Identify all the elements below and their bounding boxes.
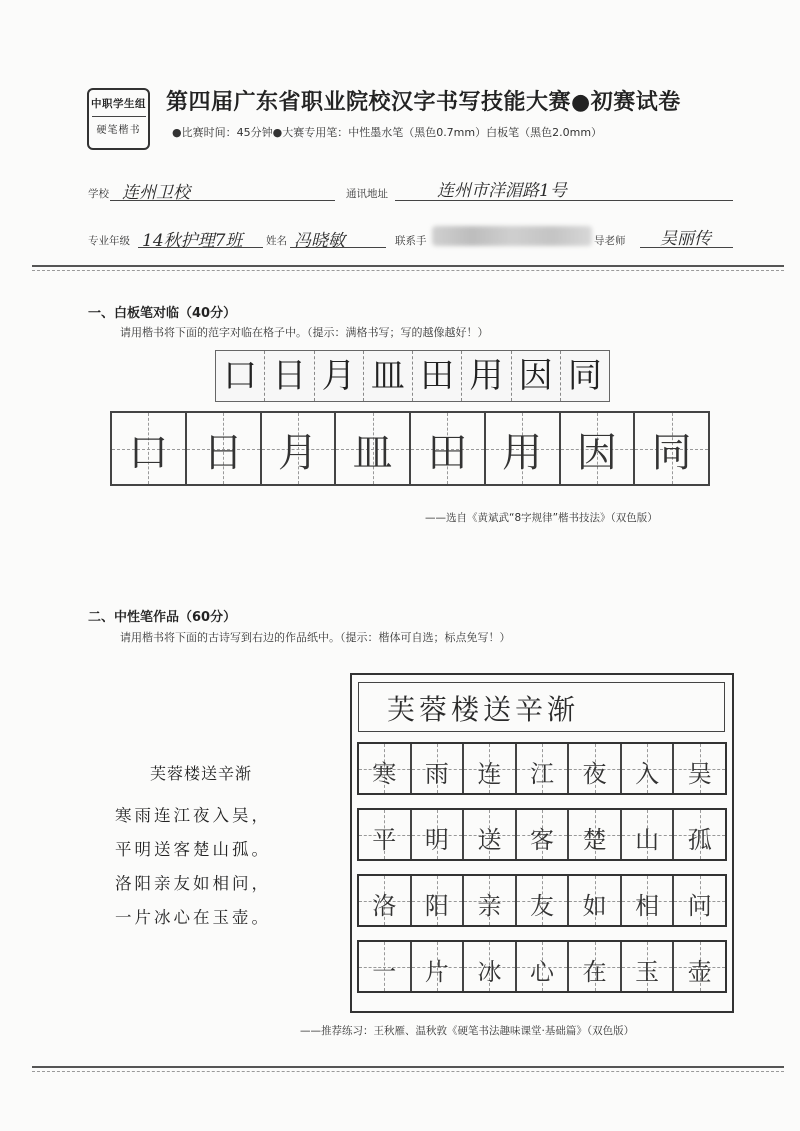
address-label: 通讯地址 xyxy=(346,188,388,200)
poem-line: 平明送客楚山孤。 xyxy=(115,840,271,859)
school-underline xyxy=(110,200,335,201)
exam-subtitle: ●比赛时间：45分钟●大赛专用笔：中性墨水笔（黑色0.7mm）白板笔（黑色2.0mm） xyxy=(172,126,603,139)
model-char: 同 xyxy=(567,356,602,396)
work-row xyxy=(357,808,727,861)
model-char: 口 xyxy=(216,351,265,401)
work-char: 江 xyxy=(530,760,555,788)
model-char: 因 xyxy=(512,351,561,401)
work-char: 问 xyxy=(687,892,712,920)
written-char: 因 xyxy=(576,430,617,476)
name-value: 冯晓敏 xyxy=(294,231,345,251)
badge-top-text: 中职学生组 xyxy=(91,98,146,110)
work-char: 明 xyxy=(424,826,449,854)
work-char: 一 xyxy=(372,958,397,986)
section2-citation: ——推荐练习：王秋雁、温秋敦《硬笔书法趣味课堂·基础篇》（双色版） xyxy=(300,1025,635,1037)
work-char: 心 xyxy=(530,958,555,986)
work-char: 在 xyxy=(582,958,607,986)
work-char: 平 xyxy=(372,826,397,854)
footer-divider xyxy=(32,1066,784,1068)
model-char: 月 xyxy=(315,351,364,401)
grid-cell xyxy=(187,413,262,484)
work-char: 如 xyxy=(582,892,607,920)
grid-cell xyxy=(262,413,337,484)
poem-title: 芙蓉楼送辛渐 xyxy=(150,764,253,783)
poem-line: 寒雨连江夜入吴， xyxy=(115,806,271,825)
name-label: 姓名 xyxy=(266,235,287,247)
work-char: 亲 xyxy=(477,892,502,920)
name-underline xyxy=(290,247,386,248)
work-char: 阳 xyxy=(424,892,449,920)
work-char: 壶 xyxy=(687,958,712,986)
work-char: 玉 xyxy=(635,958,660,986)
section1-instruction: 请用楷书将下面的范字对临在格子中。（提示：满格书写；写的越像越好！） xyxy=(120,326,489,339)
work-char: 楚 xyxy=(582,826,607,854)
section1-citation: ——选自《黄斌武“8字规律”楷书技法》（双色版） xyxy=(425,512,658,524)
work-title-box xyxy=(358,682,725,732)
exam-title: 第四届广东省职业院校汉字书写技能大赛●初赛试卷 xyxy=(166,90,681,115)
section1-heading: 一、白板笔对临（40分） xyxy=(88,306,237,321)
grade-underline xyxy=(138,247,263,248)
written-char: 月 xyxy=(277,430,318,476)
work-char: 送 xyxy=(477,826,502,854)
work-char: 客 xyxy=(530,826,555,854)
footer-divider-dashed xyxy=(32,1071,784,1072)
header-divider-dashed xyxy=(32,270,784,271)
work-char: 洛 xyxy=(372,892,397,920)
address-value: 连州市洋湄路1号 xyxy=(437,181,567,201)
work-char: 连 xyxy=(477,760,502,788)
grid-cell xyxy=(411,413,486,484)
grid-cell xyxy=(635,413,708,484)
work-char: 寒 xyxy=(372,760,397,788)
section2-instruction: 请用楷书将下面的古诗写到右边的作品纸中。（提示：楷体可自选；标点免写！） xyxy=(120,631,511,644)
grid-cell xyxy=(336,413,411,484)
written-char: 田 xyxy=(427,430,468,476)
work-char: 吴 xyxy=(687,760,712,788)
school-value: 连州卫校 xyxy=(122,183,190,203)
redacted-phone xyxy=(432,226,592,246)
written-char: 日 xyxy=(203,430,244,476)
grid-cell xyxy=(112,413,187,484)
teacher-label: 导老师 xyxy=(594,235,626,247)
work-char: 夜 xyxy=(582,760,607,788)
teacher-value: 吴丽传 xyxy=(660,229,711,249)
work-char: 雨 xyxy=(424,760,449,788)
grade-value: 14秋护理7班 xyxy=(142,231,243,251)
work-char: 冰 xyxy=(477,958,502,986)
work-char: 相 xyxy=(635,892,660,920)
work-row xyxy=(357,874,727,927)
work-char: 片 xyxy=(424,958,449,986)
model-char: 用 xyxy=(462,351,511,401)
category-badge xyxy=(87,88,150,150)
written-char: 口 xyxy=(128,430,169,476)
grade-label: 专业年级 xyxy=(88,235,130,247)
model-char: 田 xyxy=(413,351,462,401)
badge-divider xyxy=(92,116,146,117)
address-underline xyxy=(395,200,733,201)
work-char: 孤 xyxy=(687,826,712,854)
grid-cell xyxy=(486,413,561,484)
model-char: 皿 xyxy=(364,351,413,401)
work-char: 入 xyxy=(635,760,660,788)
phone-label: 联系手 xyxy=(395,235,427,247)
work-title: 芙蓉楼送辛渐 xyxy=(387,693,580,726)
work-row xyxy=(357,742,727,795)
grid-cell xyxy=(561,413,636,484)
work-char: 山 xyxy=(635,826,660,854)
poem-line: 洛阳亲友如相问， xyxy=(115,874,271,893)
section2-heading: 二、中性笔作品（60分） xyxy=(88,610,237,625)
written-char: 皿 xyxy=(352,430,393,476)
school-label: 学校 xyxy=(88,188,109,200)
work-row xyxy=(357,940,727,993)
work-char: 友 xyxy=(530,892,555,920)
written-char: 用 xyxy=(502,430,543,476)
header-divider xyxy=(32,265,784,267)
model-characters xyxy=(215,350,610,402)
poem-line: 一片冰心在玉壶。 xyxy=(115,908,271,927)
written-char: 同 xyxy=(651,430,692,476)
badge-bottom-text: 硬笔楷书 xyxy=(96,125,141,136)
practice-grid xyxy=(110,411,710,486)
teacher-underline xyxy=(640,247,733,248)
model-char: 日 xyxy=(265,351,314,401)
